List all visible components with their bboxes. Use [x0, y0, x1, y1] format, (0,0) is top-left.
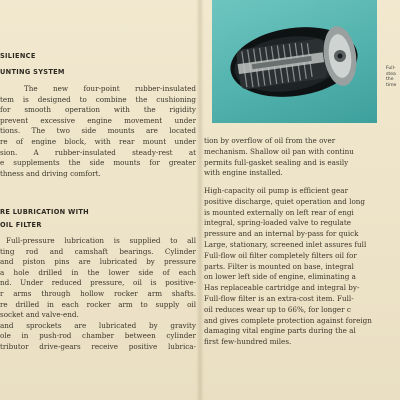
mounting-paragraph — [0, 84, 196, 179]
lubrication-paragraph — [0, 236, 196, 353]
text-line: socket and valve-end. — [0, 310, 79, 320]
text-line: tem is designed to combine the cushioning — [0, 94, 196, 104]
text-line: nd. Under reduced pressure, oil is positive- — [0, 278, 196, 288]
text-line: is mounted externally on left rear of engi — [204, 207, 354, 217]
text-line: parts. Filter is mounted on base, integral — [204, 261, 354, 271]
text-line: High-capacity oil pump is efficient gear — [204, 186, 349, 195]
page-fold-shadow — [196, 0, 204, 400]
section-heading-mounting-1: SILIENCE — [0, 52, 36, 60]
text-line: and gives complete protection against foreign — [204, 315, 372, 325]
text-line: Full-pressure lubrication is supplied to all — [6, 236, 196, 245]
text-line: damaging vital engine parts during the al — [204, 326, 356, 336]
overflow-paragraph — [204, 136, 400, 179]
left-column — [0, 0, 196, 400]
text-line: pressure and an internal by-pass for quick — [204, 229, 359, 239]
text-line: permits full-gasket sealing and is easily — [204, 157, 349, 167]
text-line: tributor drive-gears receive positive lubrica- — [0, 341, 196, 351]
text-line: integral, spring-loaded valve to regulate — [204, 218, 351, 228]
oil-filter-photo — [212, 0, 377, 123]
oil-filter-cutaway-illustration — [212, 0, 377, 123]
text-line: mechanism. Shallow oil pan with continu — [204, 146, 354, 156]
text-line: r arms through hollow rocker arm shafts. — [0, 288, 196, 298]
text-line: tions. The two side mounts are located — [0, 126, 196, 136]
text-line: re of engine block, with rear mount under — [0, 136, 196, 146]
section-heading-mounting-2: UNTING SYSTEM — [0, 68, 65, 76]
caption-line: Full- — [386, 66, 396, 71]
caption-line: stea — [386, 71, 396, 77]
section-heading-lubrication-2: OIL FILTER — [0, 221, 42, 229]
text-line: sion. A rubber-insulated steady-rest at — [0, 147, 196, 157]
text-line: a hole drilled in the lower side of each — [0, 267, 196, 277]
text-line: with engine installed. — [204, 168, 283, 178]
text-line: and piston pins are lubricated by pressure — [0, 257, 196, 267]
text-line: Full-flow oil filter completely filters oil for — [204, 250, 357, 260]
section-heading-lubrication-1: RE LUBRICATION WITH — [0, 208, 89, 216]
text-line: on lower left side of engine, eliminating a — [204, 272, 356, 282]
text-line: The new four-point rubber-insulated — [24, 84, 196, 93]
caption-line: the — [386, 77, 394, 83]
text-line: Large, stationary, screened inlet assures full — [204, 239, 367, 249]
text-line: re drilled in each rocker arm to supply oil — [0, 299, 196, 309]
text-line: for smooth operation with the rigidity — [0, 105, 196, 115]
text-line: Full-flow filter is an extra-cost item. Full- — [204, 293, 354, 303]
text-line: e supplements the side mounts for greater — [0, 158, 196, 168]
text-line: ting rod and camshaft bearings. Cylinder — [0, 246, 196, 256]
oil-pump-filter-paragraph — [204, 186, 400, 348]
text-line: oil reduces wear up to 66%, for longer c — [204, 304, 351, 314]
photo-caption — [386, 66, 400, 88]
text-line: Has replaceable cartridge and integral by- — [204, 283, 360, 293]
caption-line: time — [386, 82, 397, 88]
right-column — [204, 0, 400, 400]
text-line: thness and driving comfort. — [0, 168, 101, 178]
text-line: prevent excessive engine movement under — [0, 115, 196, 125]
text-line: positive discharge, quiet operation and long — [204, 196, 366, 206]
text-line: ole in push-rod chamber between cylinder — [0, 331, 196, 341]
text-line: tion by overflow of oil from the over — [204, 136, 336, 145]
text-line: and sprockets are lubricated by gravity — [0, 320, 196, 330]
text-line: first few-hundred miles. — [204, 337, 292, 347]
